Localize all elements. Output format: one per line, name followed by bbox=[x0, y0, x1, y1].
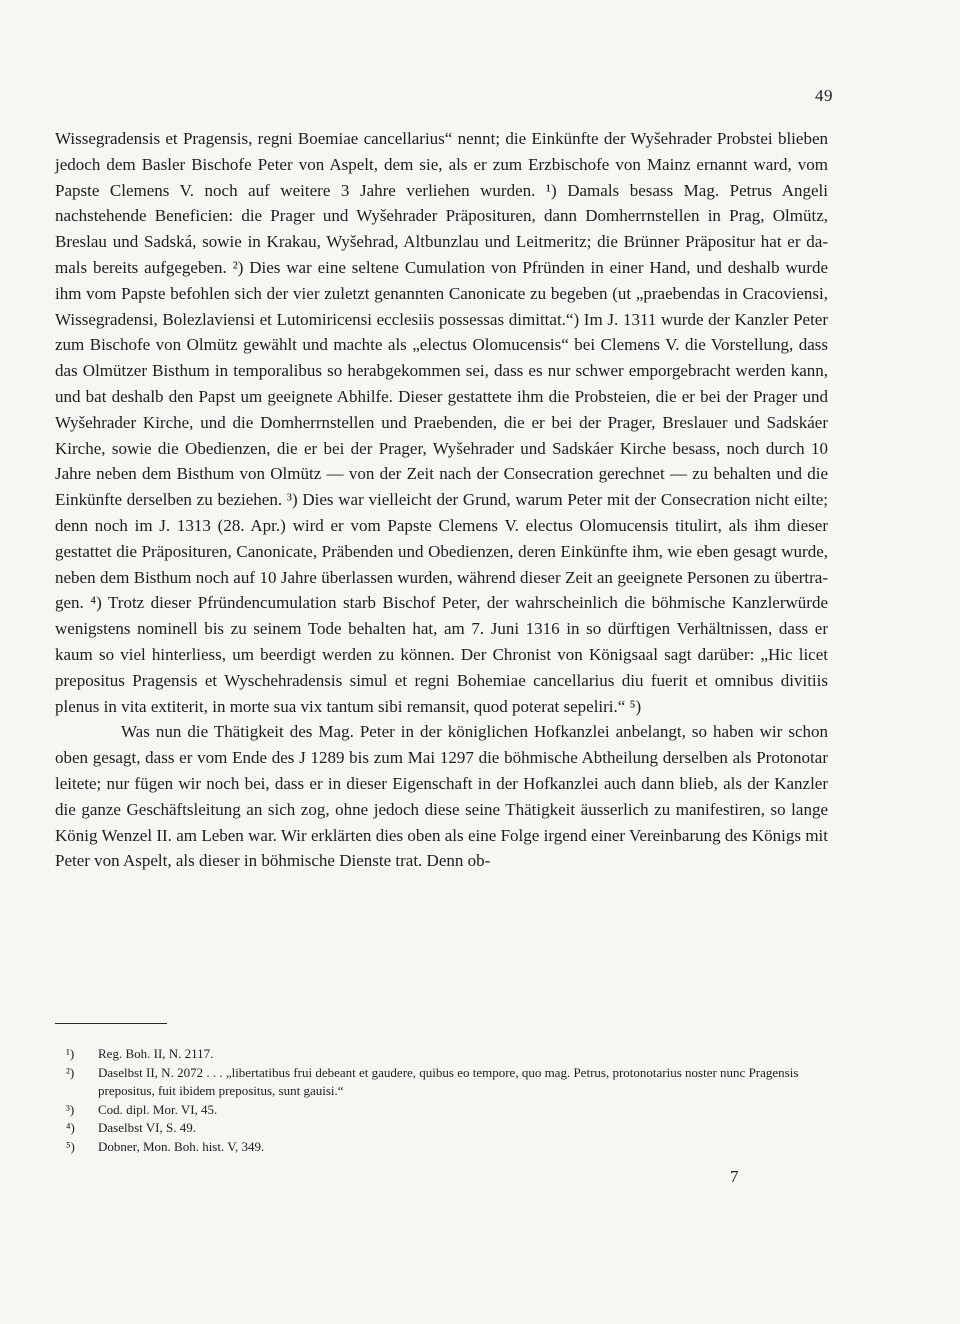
footnote-mark: ¹) bbox=[66, 1046, 75, 1061]
footnote-4 bbox=[66, 1119, 828, 1138]
footnote-text: Dobner, Mon. Boh. hist. V, 349. bbox=[98, 1138, 265, 1154]
footnote-1 bbox=[66, 1045, 828, 1064]
footnote-2 bbox=[66, 1064, 828, 1101]
footnote-mark: ³) bbox=[66, 1101, 75, 1117]
body-text bbox=[55, 126, 828, 874]
footnote-text: Daselbst VI, S. 49. bbox=[98, 1120, 196, 1136]
footnote-mark: ⁴) bbox=[66, 1120, 75, 1136]
footnote-text: Reg. Boh. II, N. 2117. bbox=[98, 1046, 214, 1061]
paragraph-1: Wissegradensis et Pragensis, regni Boemiae cancellarius“ nennt; die Einkünfte der Wyšehrader Probstei blieben jedoch dem Basler Bischofe Peter von Aspelt, dem sie, als er zum Erzbischofe von Mainz ernannt ward, vom Papste Clemens V. noch auf weitere 3 Jahre verliehen wurden. ¹) Damals besass Mag. Petrus Angeli nachstehende Beneficien: die Prager und Wyšehrader Präposituren, dann Domherrnstellen in Prag, Olmütz, Breslau und Sadská, sowie in Krakau, Wyšehrad, Altbunzlau und Leitmeritz; die Brünner Präpositur hat er damals bereits aufgegeben. ²) Dies war eine seltene Cumulation von Pfründen in einer Hand, und deshalb wurde ihm vom Papste befohlen sich der vier zuletzt genannten Canonicate zu begeben (ut „praebendas in Cracoviensi, Wissegradensi, Bolezlaviensi et Lutomiricensi ecclesiis possessas dimittat.“) Im J. 1311 wurde der Kanzler Peter zum Bischofe von Olmütz gewählt und machte als „electus Olomucensis“ bei Clemens V. die Vorstellung, dass das Olmützer Bisthum in temporalibus so herabgekommen sei, dass es nur schwer emporgebracht werden kann, und bat deshalb den Papst um geeignete Abhilfe. Dieser gestattete ihm die Probsteien, die er bei der Prager und Wyšehrader Kirche, und die Domherrnstellen und Praebenden, die er bei der Prager, Breslauer und Sadskáer Kirche, sowie die Obedienzen, die er bei der Prager, Wyšehrader und Sadskáer Kirche besass, noch durch 10 Jahre neben dem Bisthum von Olmütz — von der Zeit nach der Consecration gerechnet — zu behalten und die Einkünfte derselben zu beziehen. ³) Dies war vielleicht der Grund, warum Peter mit der Consecration nicht eilte; denn noch im J. 1313 (28. Apr.) wird er vom Papste Clemens V. electus Olomucensis titulirt, als ihm dieser gestattet die Präposituren, Canonicate, Präbenden und Obedienzen, deren Einkünfte ihm, wie eben gesagt wurde, neben dem Bisthum noch auf 10 Jahre überlassen wurden, während dieser Zeit an geeignete Personen zu übertragen. ⁴) Trotz dieser Pfründencumulation starb Bischof Peter, der wahrscheinlich die böhmische Kanzlerwürde wenigstens nominell bis zu seinem Tode behalten hat, am 7. Juni 1316 in so dürftigen Verhältnissen, dass er kaum so viel hinterliess, um beerdigt werden zu können. Der Chronist von Königsaal sagt darüber: „Hic licet prepositus Pragensis et Wyschehradensis simul et regni Bohemiae cancellarius diu fuerit et omnibus divitiis plenus in vita extiterit, in morte sua vix tantum sibi remansit, quod poterat sepeliri.“ ⁵) bbox=[55, 129, 828, 716]
footnote-divider bbox=[55, 1023, 167, 1024]
footnote-mark: ⁵) bbox=[66, 1138, 75, 1154]
signature-mark: 7 bbox=[730, 1167, 739, 1186]
footnotes bbox=[66, 1045, 828, 1157]
footnote-text: Cod. dipl. Mor. VI, 45. bbox=[98, 1101, 218, 1117]
footnote-text: Daselbst II, N. 2072 . . . „libertatibus frui debeant et gaudere, quibus eo tempore, quo mag. Petrus, protonotarius noster nunc Pragensis prepositus, fuit ibidem prepositus, sunt gauisi.“ bbox=[98, 1064, 799, 1099]
page-number: 49 bbox=[815, 86, 833, 105]
footnote-3 bbox=[66, 1101, 828, 1120]
footnote-5 bbox=[66, 1138, 828, 1157]
paragraph-2: Was nun die Thätigkeit des Mag. Peter in der königlichen Hofkanzlei anbelangt, so haben wir schon oben gesagt, dass er vom Ende des J 1289 bis zum Mai 1297 die böhmische Abtheilung derselben als Protonotar leitete; nur fügen wir noch bei, dass er in dieser Eigenschaft in der Hofkanzlei auch dann blieb, als der Kanzler die ganze Geschäftsleitung an sich zog, ohne jedoch diese seine Thätigkeit äusserlich zu manifestiren, so lange König Wenzel II. am Leben war. Wir erklärten dies oben als eine Folge irgend einer Vereinbarung des Königs mit Peter von Aspelt, als dieser in böhmische Dienste trat. Denn ob- bbox=[55, 722, 828, 871]
footnote-mark: ²) bbox=[66, 1064, 75, 1080]
